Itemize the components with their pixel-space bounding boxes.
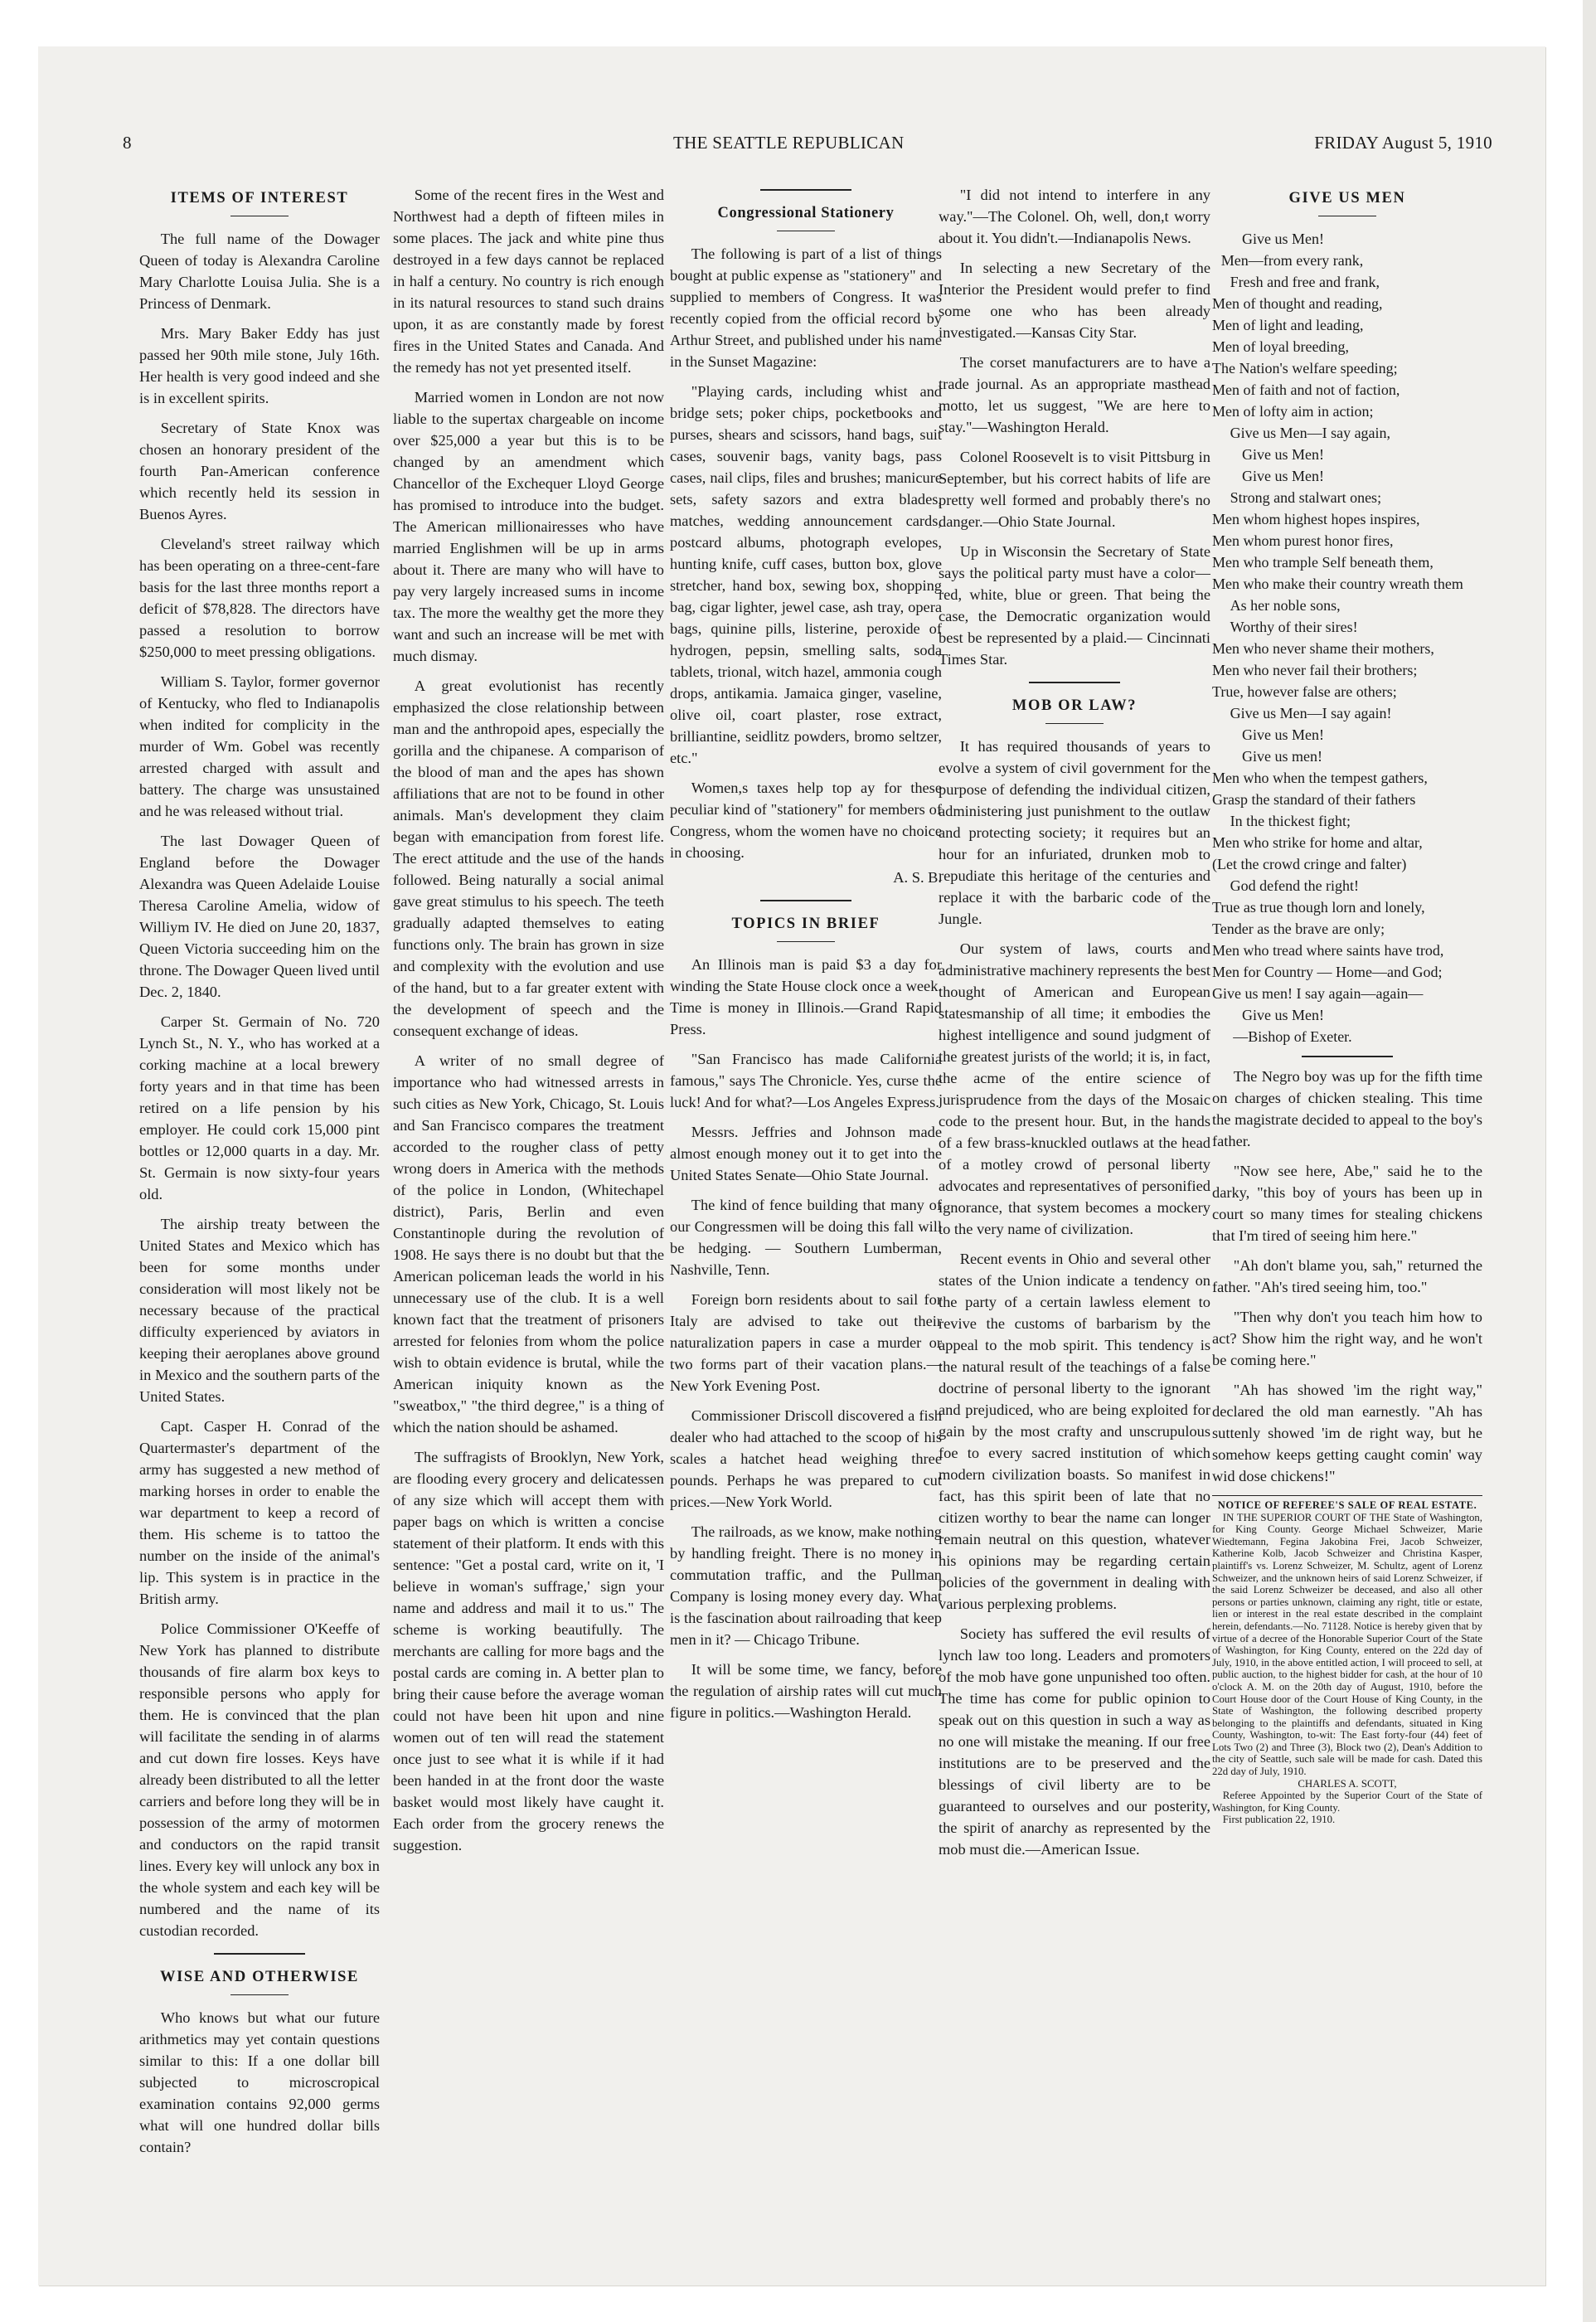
article-paragraph: It will be some time, we fancy, before the regulation of airship rates will cut much figure in politics.—Washington Herald. xyxy=(670,1661,942,1721)
article-signature: A. S. B. xyxy=(893,869,942,886)
give-us-men-heading: GIVE US MEN xyxy=(1288,190,1406,206)
poem-line: In the thickest fight; xyxy=(1230,813,1351,829)
poem-attribution: —Bishop of Exeter. xyxy=(1233,1028,1352,1045)
issue-date: FRIDAY August 5, 1910 xyxy=(1314,133,1492,153)
poem-line: True, however false are others; xyxy=(1212,683,1397,700)
article-paragraph: Carper St. Germain of No. 720 Lynch St., N. Y., who has worked at a corking machine at a local brewery forty years and in that time has been retired on a life pension by his employer. He could cork 15,000 pint bottles or 12,000 quarts in a day. Mr. St. Germain is now sixty-four years old. xyxy=(139,1013,380,1202)
section-divider xyxy=(760,189,851,191)
poem-line: Men whom highest hopes inspires, xyxy=(1212,511,1420,527)
poem-line: Give us Men! xyxy=(1242,446,1324,463)
legal-notice-publication: First publication 22, 1910. xyxy=(1222,1814,1336,1826)
poem-line: Worthy of their sires! xyxy=(1230,619,1358,635)
poem-line: God defend the right! xyxy=(1230,877,1360,894)
article-paragraph: Colonel Roosevelt is to visit Pittsburg in September, but his correct habits of life are pretty well formed and probably there's no danger.—Ohio State Journal. xyxy=(939,449,1210,530)
article-paragraph: "San Francisco has made California famous," says The Chronicle. Yes, curse the luck! And for what?—Los Angeles Express. xyxy=(670,1051,942,1110)
article-paragraph: Foreign born residents about to sail for Italy are advised to take out their naturalization papers in case a murder or two forms part of their vacation plans.—New York Evening Post. xyxy=(670,1291,942,1394)
column-5 xyxy=(1212,184,1482,2208)
article-paragraph: Who knows but what our future arithmetics may yet contain questions similar to this: If a one dollar bill subjected to microscropical examination contains 92,000 germs what will one hundred dollar bills contain? xyxy=(139,2009,380,2155)
article-paragraph: The last Dowager Queen of England before the Dowager Alexandra was Queen Adelaide Louise Theresa Caroline Amelia, widow of Williym IV. He died on June 20, 1837, Queen Victoria succeeding him on the throne. The Dowager Queen lived until Dec. 2, 1840. xyxy=(139,833,380,1000)
poem-line: Strong and stalwart ones; xyxy=(1230,489,1382,506)
article-paragraph: The airship treaty between the United States and Mexico which has been for some months under consideration will most likely not be necessary because of the practical difficulty experienced by aviators in keeping their aeroplanes above ground in Mexico and the southern parts of the United States. xyxy=(139,1216,380,1405)
article-paragraph: The suffragists of Brooklyn, New York, are flooding every grocery and delicatessen of any size which will accept them with paper bags on which is written a concise statement of their platform. It ends with this sentence: "Get a postal card, write on it, 'I believe in woman's suffrage,' sign your name and address and mail it to us." The scheme is working beautifully. The merchants are calling for more bags and the postal cards are coming in. A better plan to bring their cause before the average woman could not have been hit upon and nine women out of ten will read the statement once just to see what it is while if it had been handed in at the front door the waste basket would most likely have caught it. Each order from the grocery renews the suggestion. xyxy=(393,1449,664,1853)
article-paragraph: It has required thousands of years to evolve a system of civil government for the purpose of defending the individual citizen, administering just punishment to the outlaw and protecting society; it requires but an hour for an infuriated, drunken mob to repudiate this heritage of the centuries and replace it with the barbaric code of the Jungle. xyxy=(939,738,1210,927)
column-2 xyxy=(393,184,664,2208)
items-of-interest-heading: ITEMS OF INTEREST xyxy=(170,190,349,206)
article-paragraph: Police Commissioner O'Keeffe of New York has planned to distribute thousands of fire alarm box keys to responsible persons who apply for them. He is convinced that the plan will facilitate the sending in of alarms and cut down fire losses. Keys have already been distributed to all the letter carriers and before long they will be in possession of the army of motormen and conductors on the rapid transit lines. Every key will unlock any box in the whole system and each key will be numbered and the name of its custodian recorded. xyxy=(139,1620,380,1939)
column-4 xyxy=(939,184,1210,2208)
poem-line: Give us Men—I say again! xyxy=(1230,705,1392,721)
article-paragraph: The Negro boy was up for the fifth time on charges of chicken stealing. This time the magistrate decided to appeal to the boy's father. xyxy=(1212,1068,1482,1149)
article-paragraph: The following is part of a list of things bought at public expense as "stationery" and supplied to members of Congress. It was recently copied from the official record by Arthur Street, and published under his name in the Sunset Magazine: xyxy=(670,245,942,370)
paper-name: THE SEATTLE REPUBLICAN xyxy=(673,133,905,153)
article-paragraph: An Illinois man is paid $3 a day for winding the State House clock once a week. Time is money in Illinois.—Grand Rapid Press. xyxy=(670,956,942,1037)
congressional-stationery-heading: Congressional Stationery xyxy=(717,205,895,221)
poem-line: Give us Men! xyxy=(1242,726,1324,743)
article-paragraph: "Now see here, Abe," said he to the darky, "this boy of yours has been up in court so many times for stealing chickens that I'm tired of seeing him here." xyxy=(1212,1163,1482,1244)
poem-line: Give us men! xyxy=(1242,748,1322,765)
article-paragraph: "Ah has showed 'im the right way," declared the old man earnestly. "Ah has suttenly showed 'im de right way, but he somehow keeps getting caught comin' way wid dose chickens!" xyxy=(1212,1382,1482,1484)
page-number: 8 xyxy=(123,133,132,153)
section-divider xyxy=(1029,682,1120,683)
poem-line: Men who never fail their brothers; xyxy=(1212,662,1418,678)
poem-line: Give us Men! xyxy=(1242,231,1324,247)
article-paragraph: The full name of the Dowager Queen of today is Alexandra Caroline Mary Charlotte Louisa Julia. She is a Princess of Denmark. xyxy=(139,231,380,312)
poem-line: Men of loyal breeding, xyxy=(1212,338,1349,355)
legal-notice-body: IN THE SUPERIOR COURT OF THE State of Washington, for King County. George Michael Schweizer, Marie Wiedtemann, Fegina Jakobina Frei, Jacob Schweizer, Katherine Kolb, Jacob Schweizer and Christina Kasper, plaintiff's vs. Lorenz Schweizer, M. Schultz, agent of Lorenz Schweizer, and the unknown heirs of said Lorenz Schweizer, if the said Lorenz Schweizer be deceased, and also all other persons or parties unknown, claiming any right, title or estate, lien or interest in the real estate described in the complaint herein, defendants.—No. 71128. Notice is hereby given that by virtue of a decree of the Honorable Superior Court of the State of Washington, for King County, entered on the 22d day of July, 1910, in the above entitled action, I will proceed to sell, at public auction, to the highest bidder for cash, at the hour of 10 o'clock A. M. on the 20th day of August, 1910, before the Court House door of the Court House of King County, in the State of Washington, the following described property belonging to the plaintiffs and defendants, situated in King County, Washington, to-wit: The East forty-four (44) feet of Lots Two (2) and Three (3), Block two (2), Dean's Addition to the city of Seattle, such sale will be made for cash. Dated this 22d day of July, 1910. xyxy=(1212,1511,1482,1778)
masthead xyxy=(83,133,1492,158)
article-paragraph: Capt. Casper H. Conrad of the Quartermaster's department of the army has suggested a new method of marking horses in order to enable the war department to keep a record of them. His scheme is to tattoo the number on the inside of the animal's lip. This system is in practice in the British army. xyxy=(139,1418,380,1607)
article-paragraph: Our system of laws, courts and administrative machinery represents the best thought of American and European statesmanship of all time; it embodies the highest intelligence and sound judgment of the greatest jurists of the world; it is, in fact, the acme of the entire science of jurisprudence from the days of the Mosaic code to the present hour. But, in the hands of a few brass-knuckled outlaws at the head of a motley crowd of personal liberty advocates and representatives of personified ignorance, that system becomes a mockery to the very name of civilization. xyxy=(939,940,1210,1237)
poem-line: Men who strike for home and altar, xyxy=(1212,834,1423,851)
poem-line: Men who make their country wreath them xyxy=(1212,576,1463,592)
article-paragraph: "I did not intend to interfere in any way."—The Colonel. Oh, well, don,t worry about it. You didn't.—Indianapolis News. xyxy=(939,187,1210,246)
poem-line: As her noble sons, xyxy=(1230,597,1341,614)
poem-line: Men of lofty aim in action; xyxy=(1212,403,1374,420)
poem-line: Fresh and free and frank, xyxy=(1230,274,1380,290)
article-paragraph: A great evolutionist has recently emphasized the close relationship between man and the anthropoid apes, especially the gorilla and the chipanese. A comparison of the blood of man and the apes has shown affiliations that are not to be found in other animals. Man's development they claim began with emancipation from forest life. The erect attitude and the use of the hands followed. Being naturally a social animal gave great stimulus to his speech. The teeth gradually adapted themselves to eating functions only. The brain has grown in size and complexity with the evolution and use of the hand, but to a far greater extent with the development of speech and the consequent exchange of ideas. xyxy=(393,678,664,1039)
article-paragraph: "Ah don't blame you, sah," returned the father. "Ah's tired seeing him, too." xyxy=(1212,1257,1482,1295)
article-paragraph: Some of the recent fires in the West and Northwest had a depth of fifteen miles in some places. The jack and white pine thus destroyed in a few days cannot be replaced in half a century. No country is rich enough in its natural resources to stand such drains upon, it as are constantly made by forest fires in the United States and Canada. And the remedy has not yet presented itself. xyxy=(393,187,664,376)
article-paragraph: The kind of fence building that many of our Congressmen will be doing this fall will be hedging. — Southern Lumberman, Nashville, Tenn. xyxy=(670,1197,942,1278)
poem-line: Men for Country — Home—and God; xyxy=(1212,964,1443,980)
article-paragraph: Up in Wisconsin the Secretary of State says the political party must have a color—red, white, blue or green. That being the case, the Democratic organization would best be represented by a plaid.— Cincinnati Times Star. xyxy=(939,543,1210,668)
poem-line: (Let the crowd cringe and falter) xyxy=(1212,856,1407,872)
column-1 xyxy=(139,184,380,2208)
poem-line: Men of thought and reading, xyxy=(1212,295,1383,312)
article-paragraph: Married women in London are not now liable to the supertax chargeable on income over $25,000 a year but this is to be changed by an amendment which Chancellor of the Exchequer Lloyd George has promised to introduce into the budget. The American millionairesses who have married Englishmen will be up in arms about it. There are many who will have to pay very largely increased sums in income tax. The more the wealthy get the more they want and such an increase will be met with much dismay. xyxy=(393,389,664,664)
poem-line: Give us Men—I say again, xyxy=(1230,425,1391,441)
heading-rule xyxy=(1045,723,1104,724)
article-paragraph: "Playing cards, including whist and bridge sets; poker chips, pocketbooks and purses, shears and scissors, hand bags, suit cases, souvenir bags, vanity bags, pass cases, nail clips, files and brushes; manicure sets, safety sazors and extra blades, matches, wedding announcement cards, postcard albums, photograph evelopes, hunting knife, cuff cases, button box, glove stretcher, hand box, sewing box, shopping bag, cigar lighter, jewel case, ash tray, opera bags, quinine pills, listerine, peroxide of hydrogen, pepsin, smelling salts, soda tablets, trional, witch hazel, ammonia cough drops, antikamia. Jamaica ginger, vaseline, olive oil, coart plaster, rose extract, brilliantine, seidlitz powders, bromo seltzer, etc." xyxy=(670,383,942,766)
article-paragraph: "Then why don't you teach him how to act? Show him the right way, and he won't be coming here." xyxy=(1212,1309,1482,1368)
article-paragraph: The railroads, as we know, make nothing by handling freight. There is no money in commutation traffic, and the Pullman Company is losing money every day. What is the fascination about railroading that keep men in it? — Chicago Tribune. xyxy=(670,1523,942,1648)
poem-line: Men—from every rank, xyxy=(1220,252,1364,269)
section-divider xyxy=(1302,1056,1393,1057)
poem-line: Men who tread where saints have trod, xyxy=(1212,942,1444,959)
section-divider xyxy=(760,900,851,901)
poem-line: Men who never shame their mothers, xyxy=(1212,640,1434,657)
article-paragraph: Cleveland's street railway which has been operating on a three-cent-fare basis for the last three months report a deficit of $78,828. The directors have passed a resolution to borrow $250,000 to meet pressing obligations. xyxy=(139,536,380,660)
article-paragraph: William S. Taylor, former governor of Kentucky, who fled to Indianapolis when indited for complicity in the murder of Wm. Gobel was recently arrested charged with assult and battery. The charge was unsustained and he was released without trial. xyxy=(139,673,380,819)
article-paragraph: Secretary of State Knox was chosen an honorary president of the fourth Pan-American conference which recently held its session in Buenos Ayres. xyxy=(139,420,380,522)
legal-notice xyxy=(1212,1495,1482,1826)
page-edge xyxy=(1583,0,1596,2322)
poem-line: Tender as the brave are only; xyxy=(1212,921,1385,937)
article-paragraph: Recent events in Ohio and several other states of the Union indicate a tendency on the party of a certain lawless element to revive the customs of barbarism by the appeal to the mob spirit. This tendency is the natural result of the teachings of a false doctrine of personal liberty to the ignorant and prejudiced, who are being exploited for gain by the most crafty and unscrupulous foe to every sacred institution of which modern civilization boasts. So manifest in fact, has this spirit been of late that no citizen worthy to bear the name can longer remain neutral on this question, whatever his opinions may be regarding certain policies of the government in dealing with various perplexing problems. xyxy=(939,1251,1210,1612)
poem-line: Men who when the tempest gathers, xyxy=(1212,770,1428,786)
article-paragraph: Commissioner Driscoll discovered a fish dealer who had attached to the scoop of his scales a hatchet head weighing three pounds. Perhaps he was prepared to cut prices.—New York World. xyxy=(670,1407,942,1510)
article-paragraph: A writer of no small degree of importance who had witnessed arrests in such cities as New York, Chicago, St. Louis and San Francisco compares the treatment accorded to the rougher class of petty wrong doers in America with the methods of the police in London, (Whitechapel district), Paris, Berlin and even Constantinople during the revolution of 1908. He says there is no doubt but that the American policeman leads the world in his unnecessary use of the club. It is a well known fact that the treatment of prisoners arrested for felonies from whom the police wish to obtain evidence is brutal, while the American iniquity known as the "sweatbox," "the third degree," is a thing of which the nation should be ashamed. xyxy=(393,1052,664,1435)
legal-notice-title: NOTICE OF REFEREE'S SALE OF REAL ESTATE. xyxy=(1212,1495,1482,1512)
poem-line: True as true though lorn and lonely, xyxy=(1212,899,1425,916)
poem-line: The Nation's welfare speeding; xyxy=(1212,360,1398,376)
legal-notice-signer: CHARLES A. SCOTT, xyxy=(1298,1777,1397,1790)
article-paragraph: The corset manufacturers are to have a trade journal. As an appropriate masthead motto, let us suggest, "We are here to stay."—Washington Herald. xyxy=(939,354,1210,435)
wise-and-otherwise-heading: WISE AND OTHERWISE xyxy=(160,1969,359,1985)
column-3 xyxy=(670,184,942,2208)
article-paragraph: Mrs. Mary Baker Eddy has just passed her 90th mile stone, July 16th. Her health is very good indeed and she is in excellent spirits. xyxy=(139,325,380,406)
poem-line: Give us Men! xyxy=(1242,1007,1324,1023)
poem-line: Men of light and leading, xyxy=(1212,317,1364,333)
legal-notice-signer-title: Referee Appointed by the Superior Court of the State of Washington, for King County. xyxy=(1212,1790,1482,1814)
poem xyxy=(1212,228,1482,1047)
article-paragraph: In selecting a new Secretary of the Interior the President would prefer to find some one who has been already investigated.—Kansas City Star. xyxy=(939,260,1210,341)
heading-rule xyxy=(230,1994,289,1995)
poem-line: Grasp the standard of their fathers xyxy=(1212,791,1416,808)
poem-line: Men who trample Self beneath them, xyxy=(1212,554,1433,571)
poem-line: Men of faith and not of faction, xyxy=(1212,381,1400,398)
topics-in-brief-heading: TOPICS IN BRIEF xyxy=(731,916,880,932)
poem-line: Give us men! I say again—again— xyxy=(1212,985,1424,1002)
article-paragraph: Messrs. Jeffries and Johnson made almost enough money out it to get into the United States Senate—Ohio State Journal. xyxy=(670,1124,942,1183)
poem-line: Give us Men! xyxy=(1242,468,1324,484)
mob-or-law-heading: MOB OR LAW? xyxy=(1011,697,1138,714)
section-divider xyxy=(214,1953,305,1955)
heading-rule xyxy=(777,941,835,942)
poem-line: Men whom purest honor fires, xyxy=(1212,532,1394,549)
article-paragraph: Women,s taxes help top ay for these peculiar kind of "stationery" for members of Congress, whom the women have no choice in choosing. xyxy=(670,780,942,861)
article-paragraph: Society has suffered the evil results of lynch law too long. Leaders and promoters of the mob have gone unpunished too often. The time has come for public opinion to speak out on this question in such a way as no one will mistake the meaning. If our free institutions are to be preserved and the blessings of civil liberty are to be guaranteed to ourselves and our posterity, the spirit of anarchy as represented by the mob must die.—American Issue. xyxy=(939,1625,1210,1858)
